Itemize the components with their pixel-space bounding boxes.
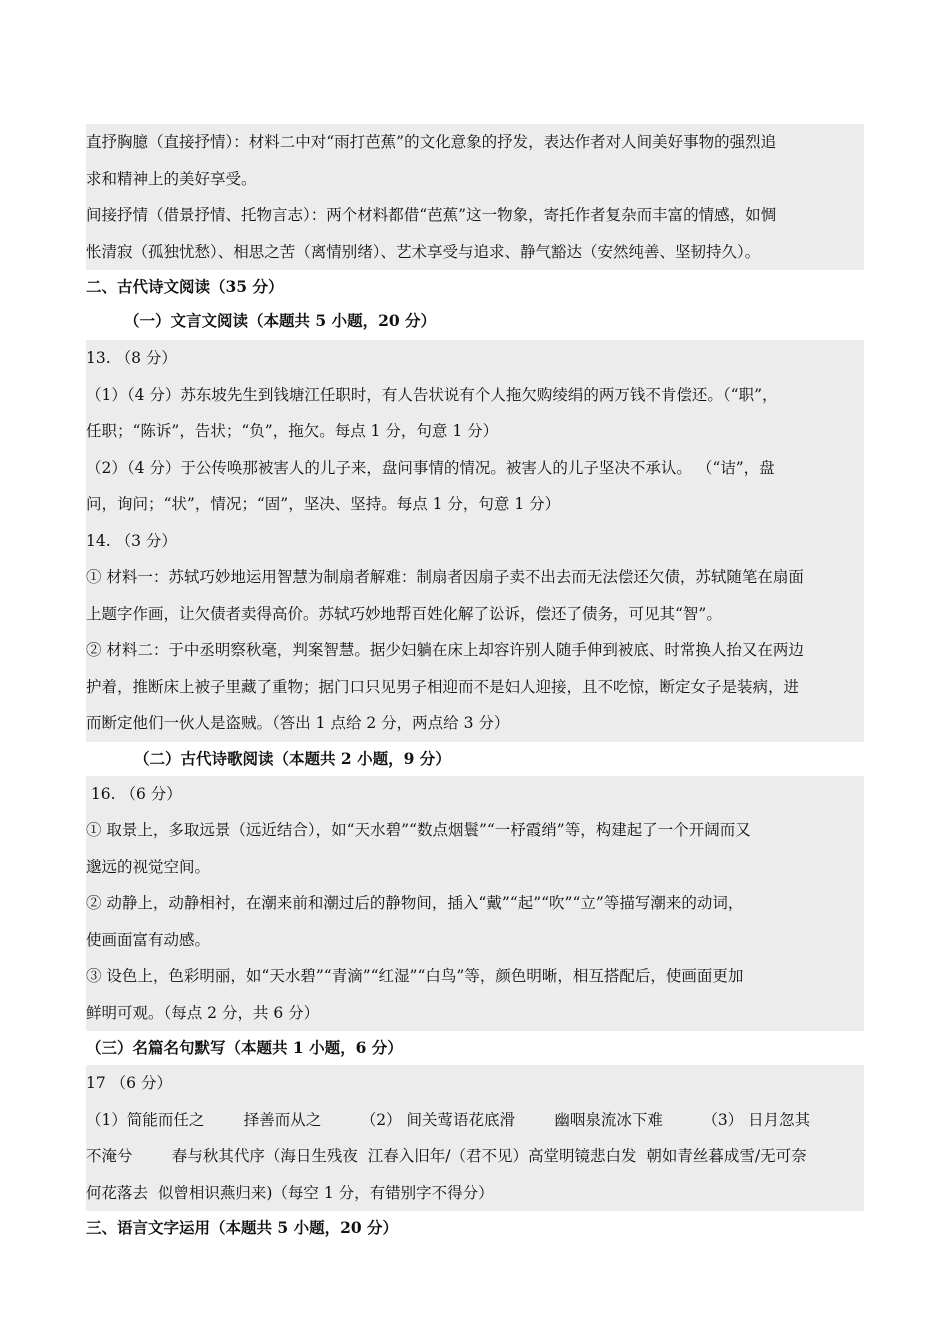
question-number: 14. （3 分） xyxy=(86,531,177,550)
text-line: 求和精神上的美好享受。 xyxy=(86,169,257,188)
text-line: 使画面富有动感。 xyxy=(86,930,211,949)
question-number: 13. （8 分） xyxy=(86,349,177,367)
text-line: 何花落去 似曾相识燕归来)（每空 1 分，有错别字不得分） xyxy=(86,1183,494,1202)
question-13-answer xyxy=(86,340,864,523)
question-14-answer xyxy=(86,523,864,742)
text-line: ② 动静上，动静相衬，在潮来前和潮过后的静物间，插入“戴”“起”“吹”“立”等描写潮来的动词， xyxy=(86,894,744,912)
text-line: （2）（4 分）于公传唤那被害人的儿子来，盘问事情的情况。被害人的儿子坚决不承认。 （“诘”，盘 xyxy=(86,458,775,477)
question-16-answer xyxy=(86,776,864,1032)
text-line: 护着，推断床上被子里藏了重物；据门口只见男子相迎而不是妇人迎接，且不吃惊，断定女子是装病，进 xyxy=(86,677,800,696)
text-line: 直抒胸臆（直接抒情）：材料二中对“雨打芭蕉”的文化意象的抒发，表达作者对人间美好事物的强烈追 xyxy=(86,133,777,151)
text-line: 而断定他们一伙人是盗贼。（答出 1 点给 2 分，两点给 3 分） xyxy=(86,714,510,732)
question-number: 17 （6 分） xyxy=(86,1074,172,1092)
text-line: 上题字作画，让欠债者卖得高价。苏轼巧妙地帮百姓化解了讼诉，偿还了债务，可见其“智”。 xyxy=(86,604,722,623)
text-line: （1）简能而任之 择善而从之 （2） 间关莺语花底滑 幽咽泉流冰下难 （3） 日月忽其 xyxy=(86,1110,811,1129)
section-heading-language-use: 三、语言文字运用（本题共 5 小题，20 分） xyxy=(86,1218,399,1237)
text-line: ① 材料一：苏轼巧妙地运用智慧为制扇者解难：制扇者因扇子卖不出去而无法偿还欠债，苏轼随笔在扇面 xyxy=(86,568,804,586)
lyric-technique-block xyxy=(86,124,864,270)
text-line: 怅清寂（孤独忧愁）、相思之苦（离情别绪）、艺术享受与追求、静气豁达（安然纯善、坚韧持久）。 xyxy=(86,242,761,261)
section-heading-classical-reading: 二、古代诗文阅读（35 分） xyxy=(86,277,284,296)
text-line: 邈远的视觉空间。 xyxy=(86,857,211,876)
answer-document xyxy=(86,124,864,1245)
subsection-heading-famous-quotes: （三）名篇名句默写（本题共 1 小题，6 分） xyxy=(86,1038,403,1057)
text-line: 不淹兮 春与秋其代序（海日生残夜 江春入旧年/（君不见）高堂明镜悲白发 朝如青丝暮成雪/无可奈 xyxy=(86,1147,807,1165)
text-line: 问，询问；“状”，情况；“固”，坚决、坚持。每点 1 分，句意 1 分） xyxy=(86,495,561,513)
text-line: 间接抒情（借景抒情、托物言志）：两个材料都借“芭蕉”这一物象，寄托作者复杂而丰富的情感，如惆 xyxy=(86,206,777,224)
text-line: ① 取景上，多取远景（远近结合），如“天水碧”“数点烟鬟”“一杼霞绡”等，构建起了一个开阔而又 xyxy=(86,821,751,839)
text-line: （1）（4 分）苏东坡先生到钱塘江任职时，有人告状说有个人拖欠购绫绢的两万钱不肯偿还。（“职”， xyxy=(86,385,778,404)
question-17-answer xyxy=(86,1065,864,1211)
text-line: ③ 设色上，色彩明丽，如“天水碧”“青滴”“红湿”“白鸟”等，颜色明晰，相互搭配后，使画面更加 xyxy=(86,967,744,985)
text-line: ② 材料二：于中丞明察秋毫，判案智慧。据少妇躺在床上却容许别人随手伸到被底、时常换人抬又在两边 xyxy=(86,641,804,659)
text-line: 任职；“陈诉”，告状；“负”，拖欠。每点 1 分，句意 1 分） xyxy=(86,422,499,440)
subsection-heading-classical-prose: （一）文言文阅读（本题共 5 小题，20 分） xyxy=(124,311,437,330)
question-number: 16. （6 分） xyxy=(86,784,182,803)
subsection-heading-classical-poetry: （二）古代诗歌阅读（本题共 2 小题，9 分） xyxy=(134,748,451,768)
text-line: 鲜明可观。（每点 2 分，共 6 分） xyxy=(86,1003,320,1022)
